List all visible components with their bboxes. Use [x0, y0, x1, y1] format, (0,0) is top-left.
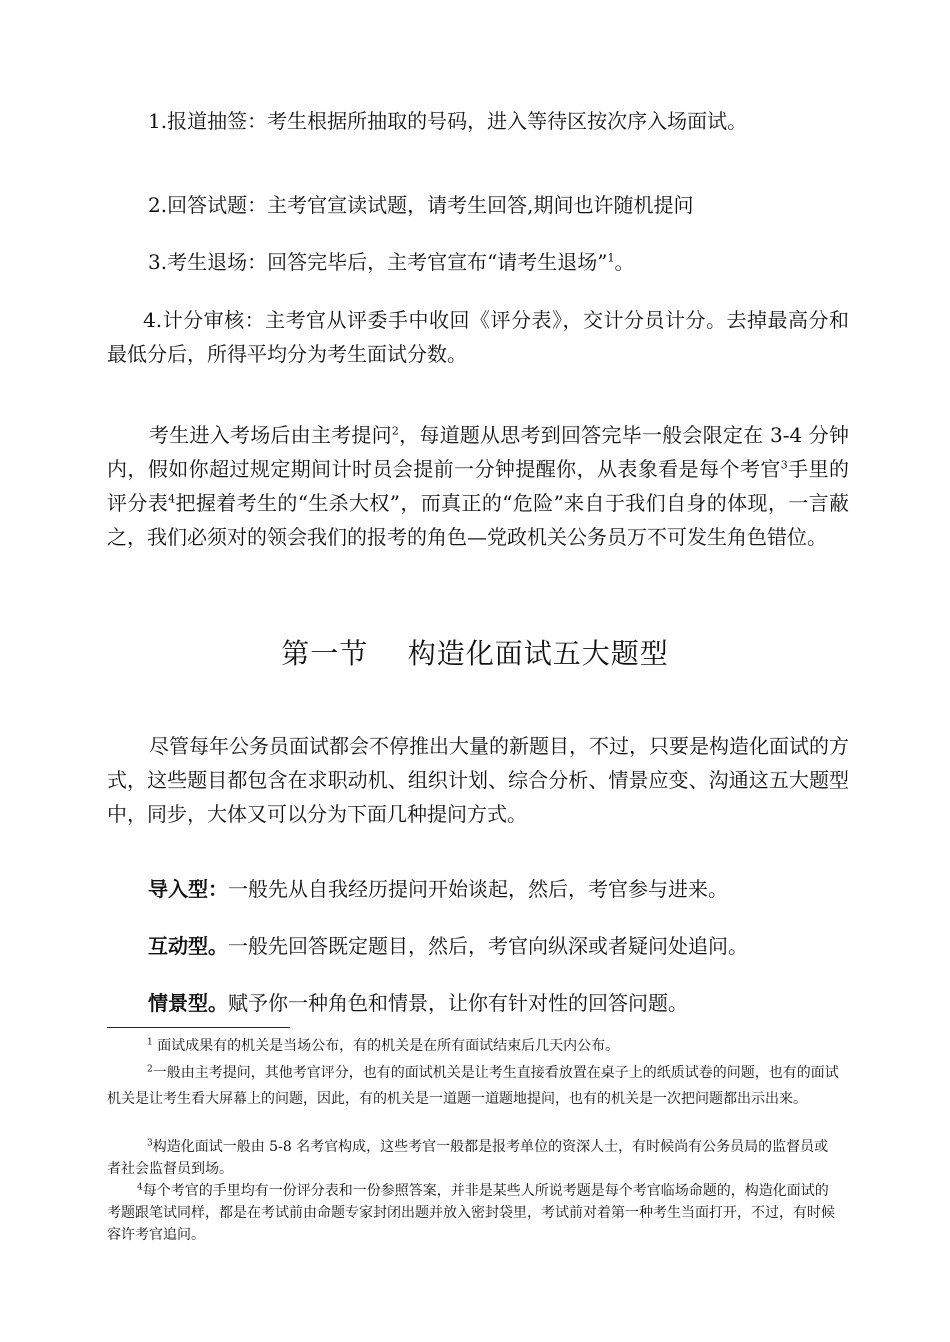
- footnote-2: $^2$一般由主考提问，其他考官评分，也有的面试机关是让考生直接看放置在桌子上的纸质试卷的问题，也有的面试机关是让考生看大屏幕上的问题，因此，有的机关是一道题一道题地提问，也有的机关是一次把问题都出示出来。: [107, 1064, 839, 1107]
- footnote-ref-2[interactable]: 2: [391, 424, 399, 438]
- section-intro-paragraph: 尽管每年公务员面试都会不停推出大量的新题目，不过，只要是构造化面试的方式，这些题目都包含在求职动机、组织计划、综合分析、情景应变、沟通这五大题型中，同步，大体又可以分为下面几种提问方式。: [107, 734, 849, 826]
- footnote-separator: [107, 1027, 290, 1028]
- intro-paragraph: 考生进入考场后由主考提问$^2$，每道题从思考到回答完毕一般会限定在 3-4 分钟内，假如你超过规定期间计时员会提前一分钟提醒你，从表象看是每个考官$^3$手里的评分表$^4$把握着考生的“生杀大权”，而真正的“危险”来自于我们自身的体现，一言蔽之，我们必须对的领会我们的报考的角色—党政机关公务员万不可发生角色错位。: [107, 423, 850, 549]
- footnote-4: $^4$每个考官的手里均有一份评分表和一份参照答案，并非是某些人所说考题是每个考官临场命题的，构造化面试的考题跟笔试同样，都是在考试前由命题专家封闭出题并放入密封袋里，考试前对着第一种考生当面打开，不过，有时候容许考官追问。: [107, 1182, 835, 1243]
- type-interactive: 互动型。一般先回答既定题目，然后，考官向纵深或者疑问处追问。: [148, 934, 748, 958]
- type-label: 互动型。: [148, 934, 228, 958]
- section-heading: 第一节 构造化面试五大题型: [281, 637, 669, 670]
- footnote-3: $^3$构造化面试一般由 5-8 名考官构成，这些考官一般都是报考单位的资深人士，有时候尚有公务员局的监督员或者社会监督员到场。: [107, 1138, 829, 1177]
- type-label: 情景型。: [148, 991, 228, 1015]
- footnote-ref-3[interactable]: 3: [780, 458, 788, 472]
- step-2: 2.回答试题：主考官宣读试题，请考生回答,期间也许随机提问: [148, 193, 694, 217]
- footnote-ref-4[interactable]: 4: [168, 492, 176, 506]
- type-scenario: 情景型。赋予你一种角色和情景，让你有针对性的回答问题。: [148, 991, 688, 1015]
- step-4: 4.计分审核：主考官从评委手中收回《评分表》，交计分员计分。去掉最高分和最低分后，所得平均分为考生面试分数。: [107, 308, 849, 366]
- type-label: 导入型：: [148, 877, 228, 901]
- footnote-ref-1[interactable]: 1: [607, 251, 615, 265]
- type-import: 导入型：一般先从自我经历提问开始谈起，然后，考官参与进来。: [148, 877, 728, 901]
- step-1: 1.报道抽签：考生根据所抽取的号码，进入等待区按次序入场面试。: [148, 109, 748, 133]
- step-3: 3.考生退场：回答完毕后，主考官宣布“请考生退场”$^1$。: [148, 250, 635, 274]
- footnote-1: $^1$ 面试成果有的机关是当场公布，有的机关是在所有面试结束后几天内公布。: [147, 1037, 620, 1054]
